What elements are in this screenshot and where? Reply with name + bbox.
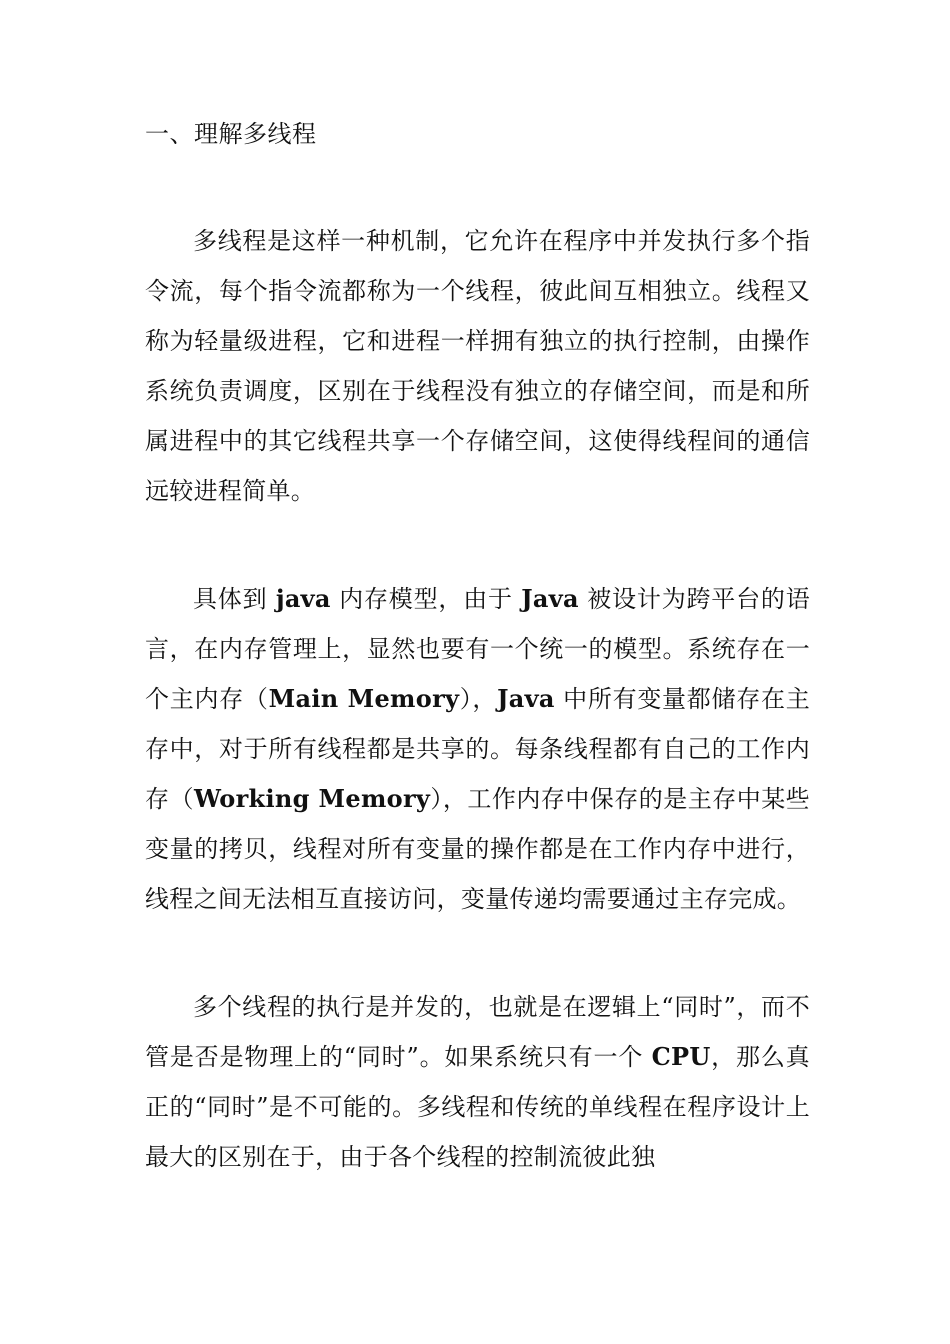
document-page bbox=[145, 112, 810, 1182]
text-run: ）， bbox=[459, 685, 498, 713]
bold-term: Java bbox=[521, 584, 579, 613]
section-heading: 一、理解多线程 bbox=[145, 120, 317, 148]
bold-term: java bbox=[275, 584, 331, 613]
spacer bbox=[145, 156, 810, 216]
text-run: 中所有变量都储存在主存中，对于所有线程都是共享的。每条线程都有自己的工作内存（ bbox=[145, 685, 810, 813]
text-run: ），工作内存中保存的是主存中某些变量的拷贝，线程对所有变量的操作都是在工作内存中进行，线程之间无法相互直接访问，变量传递均需要通过主存完成。 bbox=[145, 785, 810, 913]
bold-term: Working Memory bbox=[193, 784, 431, 813]
text-run: ，那么真正的“同时”是不可能的。多线程和传统的单线程在程序设计上最大的区别在于，由于各个线程的控制流彼此独 bbox=[145, 1043, 810, 1171]
spacer bbox=[145, 516, 810, 574]
text-run: 具体到 bbox=[193, 585, 276, 613]
text-run: 多个线程的执行是并发的，也就是在逻辑上“同时”，而不管是否是物理上的“同时”。如果系统只有一个 bbox=[145, 993, 810, 1071]
paragraph-concurrency bbox=[145, 982, 810, 1182]
bold-term: Java bbox=[497, 684, 555, 713]
text-run: 被设计为跨平台的语言，在内存管理上，显然也要有一个统一的模型。系统存在一个主内存（ bbox=[145, 585, 810, 713]
paragraph-multithreading-intro: 多线程是这样一种机制，它允许在程序中并发执行多个指令流，每个指令流都称为一个线程，彼此间互相独立。线程又称为轻量级进程，它和进程一样拥有独立的执行控制，由操作系统负责调度，区别在于线程没有独立的存储空间，而是和所属进程中的其它线程共享一个存储空间，这使得线程间的通信远较进程简单。 bbox=[145, 227, 810, 505]
bold-term: Main Memory bbox=[268, 684, 460, 713]
bold-term: CPU bbox=[651, 1042, 711, 1071]
paragraph-java-memory-model bbox=[145, 574, 810, 924]
text-run: 内存模型，由于 bbox=[330, 585, 522, 613]
spacer bbox=[145, 924, 810, 982]
